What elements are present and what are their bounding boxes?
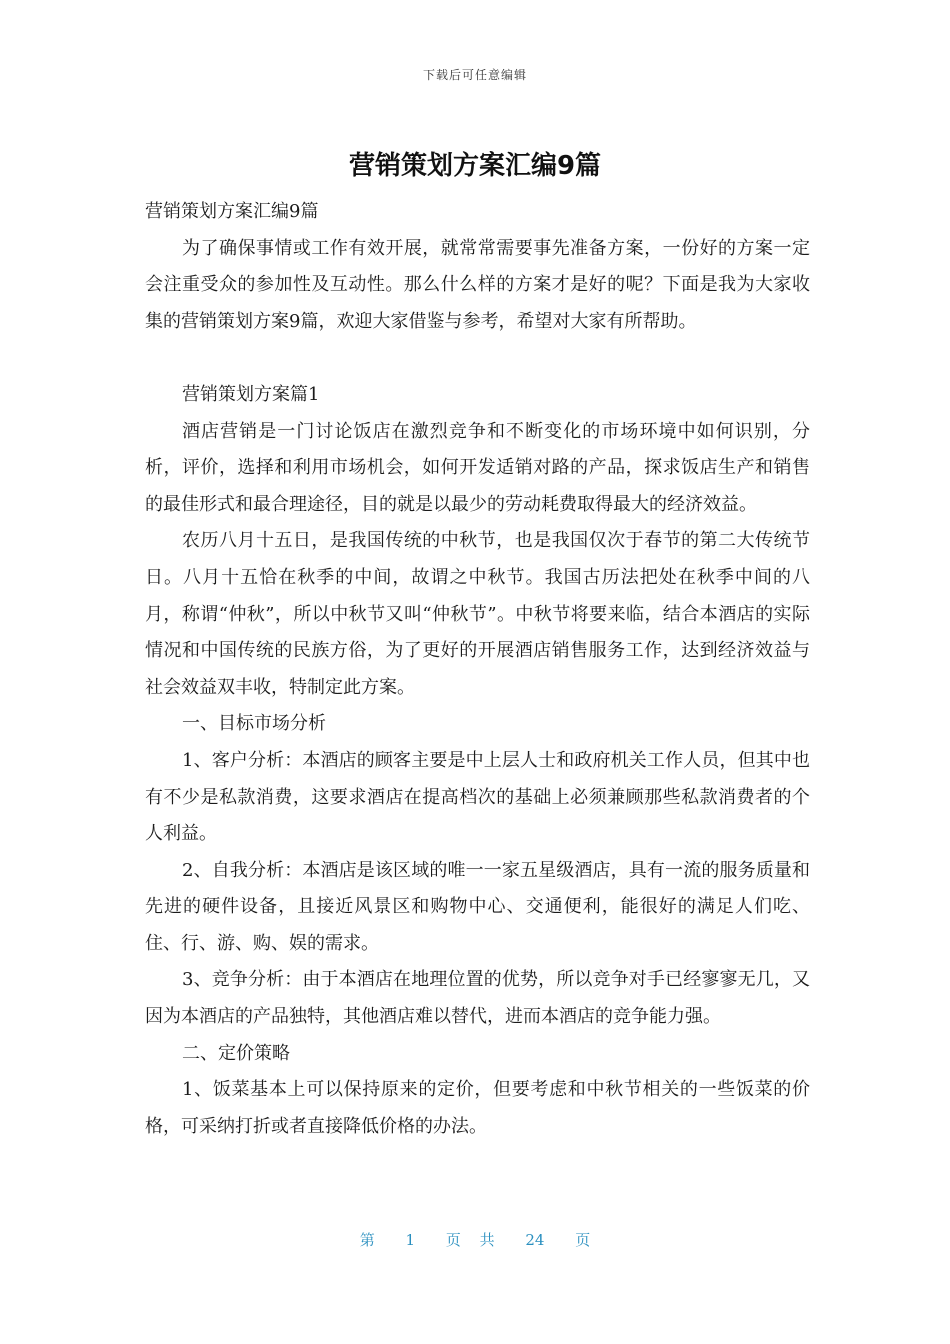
document-body	[145, 194, 810, 1145]
footer-middle: 页 共	[445, 1231, 495, 1249]
heading-target-market: 一、目标市场分析	[182, 713, 326, 735]
body-paragraph: 1、客户分析：本酒店的顾客主要是中上层人士和政府机关工作人员，但其中也有不少是私款消费，这要求酒店在提高档次的基础上必须兼顾那些私款消费者的个人利益。	[145, 749, 810, 845]
page-footer	[0, 1229, 950, 1250]
heading-pricing-strategy: 二、定价策略	[182, 1042, 290, 1064]
intro-paragraph: 为了确保事情或工作有效开展，就常常需要事先准备方案，一份好的方案一定会注重受众的参加性及互动性。那么什么样的方案才是好的呢？下面是我为大家收集的营销策划方案9篇，欢迎大家借鉴与参考，希望对大家有所帮助。	[145, 237, 810, 332]
body-paragraph: 农历八月十五日，是我国传统的中秋节，也是我国仅次于春节的第二大传统节日。八月十五恰在秋季的中间，故谓之中秋节。我国古历法把处在秋季中间的八月，称谓“仲秋”，所以中秋节又叫“仲秋节”。中秋节将要来临，结合本酒店的实际情况和中国传统的民族方俗，为了更好的开展酒店销售服务工作，达到经济效益与社会效益双丰收，特制定此方案。	[145, 530, 810, 698]
section-title: 营销策划方案篇1	[182, 383, 320, 405]
subtitle: 营销策划方案汇编9篇	[145, 201, 319, 222]
body-paragraph: 2、自我分析：本酒店是该区域的唯一一家五星级酒店，具有一流的服务质量和先进的硬件设备，且接近风景区和购物中心、交通便利，能很好的满足人们吃、住、行、游、购、娱的需求。	[145, 859, 810, 954]
body-paragraph: 酒店营销是一门讨论饭店在激烈竞争和不断变化的市场环境中如何识别，分析，评价，选择和利用市场机会，如何开发适销对路的产品，探求饭店生产和销售的最佳形式和最合理途径，目的就是以最少的劳动耗费取得最大的经济效益。	[145, 420, 810, 515]
body-paragraph: 1、饭菜基本上可以保持原来的定价，但要考虑和中秋节相关的一些饭菜的价格，可采纳打折或者直接降低价格的办法。	[145, 1079, 810, 1137]
page-number: 1	[405, 1231, 416, 1249]
header-note: 下载后可任意编辑	[422, 68, 527, 82]
footer-suffix: 页	[575, 1231, 591, 1249]
total-pages: 24	[525, 1231, 545, 1249]
document-title: 营销策划方案汇编9篇	[348, 151, 602, 181]
spacer	[145, 340, 810, 377]
body-paragraph: 3、竞争分析：由于本酒店在地理位置的优势，所以竞争对手已经寥寥无几，又因为本酒店的产品独特，其他酒店难以替代，进而本酒店的竞争能力强。	[145, 969, 810, 1028]
footer-prefix: 第	[359, 1231, 375, 1249]
